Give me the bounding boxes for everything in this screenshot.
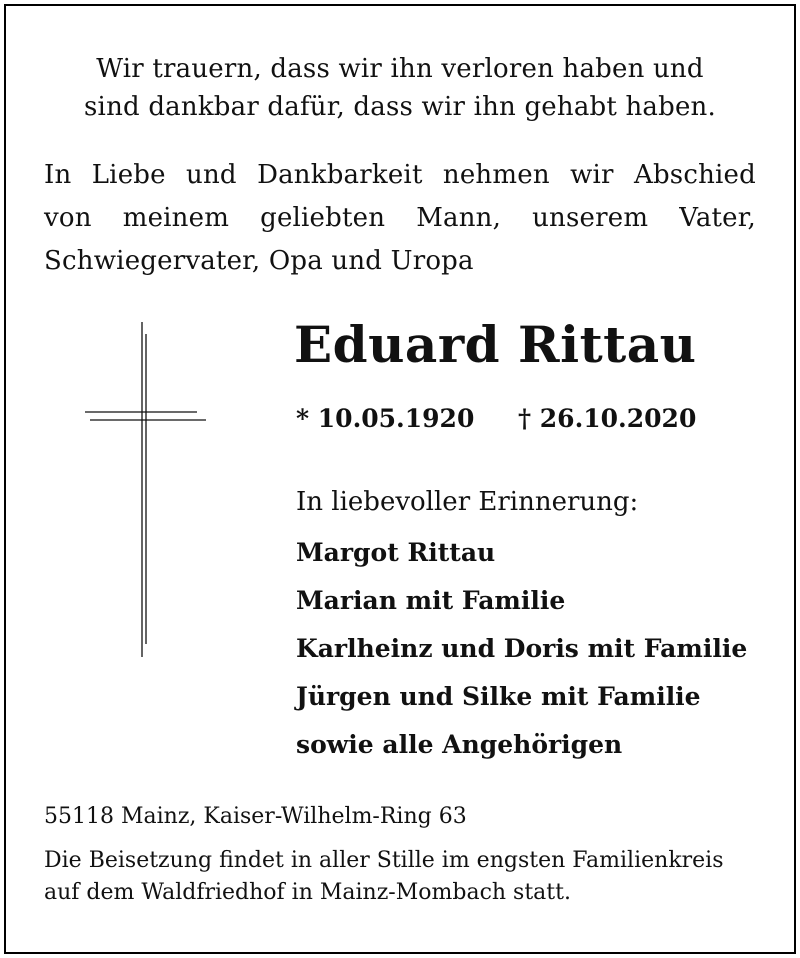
mourner-item: Marian mit Familie <box>296 586 566 615</box>
motto <box>40 50 760 126</box>
birth-date: * 10.05.1920 <box>296 404 475 433</box>
mourner-item: Margot Rittau <box>296 538 496 567</box>
funeral-info <box>44 845 724 909</box>
mourner-item: Karlheinz und Doris mit Familie <box>296 634 748 663</box>
funeral-line-2: auf dem Waldfriedhof in Mainz-Mombach statt. <box>44 880 571 905</box>
life-dates <box>296 402 697 436</box>
address: 55118 Mainz, Kaiser-Wilhelm-Ring 63 <box>44 804 467 829</box>
mourner-item: sowie alle Angehörigen <box>296 730 623 759</box>
intro-text <box>44 154 756 283</box>
mourners-list <box>296 529 747 769</box>
intro-line-1: In Liebe und Dankbarkeit nehmen wir Abschied <box>44 160 756 190</box>
intro-line-2: von meinem geliebten Mann, unserem Vater, <box>44 203 756 233</box>
deceased-name: Eduard Rittau <box>294 315 697 374</box>
motto-line-1: Wir trauern, dass wir ihn verloren haben und <box>96 54 704 84</box>
cross-icon <box>80 322 210 657</box>
memory-heading: In liebevoller Erinnerung: <box>296 487 639 517</box>
motto-line-2: sind dankbar dafür, dass wir ihn gehabt haben. <box>84 92 716 122</box>
mourner-item: Jürgen und Silke mit Familie <box>296 682 701 711</box>
funeral-line-1: Die Beisetzung findet in aller Stille im engsten Familienkreis <box>44 848 724 873</box>
intro-line-3: Schwiegervater, Opa und Uropa <box>44 246 474 276</box>
death-date: † 26.10.2020 <box>518 404 697 433</box>
